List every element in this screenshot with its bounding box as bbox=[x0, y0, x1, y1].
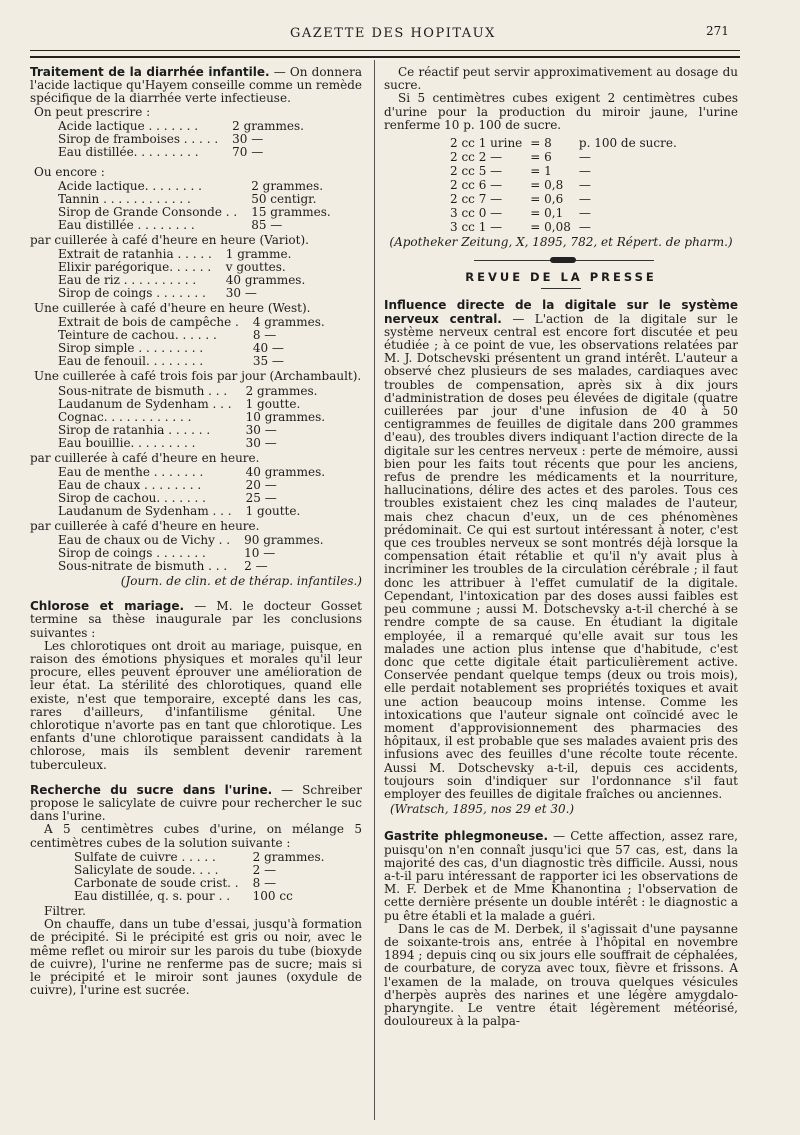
urine-row bbox=[450, 220, 685, 234]
urine-cell: = 8 bbox=[530, 136, 552, 151]
ingredient-quantity: 2 — bbox=[252, 862, 277, 877]
recipe-row bbox=[58, 398, 329, 411]
urine-cell: — bbox=[578, 178, 591, 193]
recipe-6 bbox=[58, 466, 329, 518]
urine-row bbox=[450, 150, 685, 164]
recipe-row bbox=[58, 385, 329, 398]
recipe-7 bbox=[58, 534, 328, 573]
revue-heading: REVUE DE LA PRESSE bbox=[465, 270, 657, 285]
urine-cell: 2 cc 7 — bbox=[450, 192, 503, 207]
ingredient-quantity: 35 — bbox=[252, 354, 284, 369]
header-rule bbox=[30, 50, 740, 51]
urine-row bbox=[450, 192, 685, 206]
ingredient-name: Teinture de cachou. . . . . . bbox=[58, 328, 217, 343]
recipe-row bbox=[58, 424, 329, 437]
urine-row bbox=[450, 206, 685, 220]
urine-cell: p. 100 de sucre. bbox=[578, 136, 677, 151]
urine-cell: = 1 bbox=[530, 164, 552, 179]
section-gastrite bbox=[384, 830, 738, 922]
urine-cell: = 0,6 bbox=[530, 192, 564, 207]
ingredient-name: Sirop de Grande Consonde . . bbox=[58, 205, 238, 220]
ingredient-quantity: 40 grammes. bbox=[245, 464, 326, 479]
filter-line: Filtrer. bbox=[44, 903, 86, 918]
prescribe-line: On peut prescrire : bbox=[34, 104, 151, 119]
paragraph: — Cette affection, assez rare, puisqu'on n'en connaît jusqu'ici que 57 cas, est, dans la majorité des cas, d'un diagnostic très difficile. Aussi, nous a-t-il paru intéressant de rapporter ici les observations de M. F. Derbek et de Mme Khanontina ; l'observation de cette dernière présente un double intérêt : le diagnostic a pu être établi et la malade a guéri. bbox=[384, 829, 738, 923]
urine-row bbox=[450, 136, 685, 150]
urine-cell: — bbox=[578, 206, 591, 221]
right-column bbox=[384, 66, 738, 1028]
page-header bbox=[0, 18, 800, 44]
section-chlorose bbox=[30, 600, 362, 640]
ingredient-name: Cognac. . . . . . . . . . . . bbox=[58, 409, 192, 424]
ingredient-name: Extrait de bois de campêche . bbox=[58, 315, 239, 330]
ingredient-quantity: 4 grammes. bbox=[252, 315, 325, 330]
recipe-1 bbox=[58, 120, 308, 159]
ingredient-quantity: 2 grammes. bbox=[251, 179, 324, 194]
section-intro: — On donnera l'acide lactique qu'Hayem conseille comme un remède spécifique de la diarrhée verte infectieuse. bbox=[30, 65, 362, 106]
or-line: Ou encore : bbox=[34, 164, 105, 179]
journal-title: GAZETTE DES HOPITAUX bbox=[290, 26, 496, 41]
urine-cell: — bbox=[578, 220, 591, 235]
recipe-row bbox=[58, 560, 328, 573]
urine-cell: = 6 bbox=[530, 150, 552, 165]
ornament-divider bbox=[384, 253, 738, 267]
ingredient-name: Eau de fenouil. . . . . . . . bbox=[58, 354, 204, 369]
ingredient-name: Eau distillée, q. s. pour . . bbox=[74, 888, 231, 903]
ingredient-name: Eau distillée. . . . . . . . . bbox=[58, 144, 199, 159]
recipe-4 bbox=[58, 316, 329, 368]
section-heading: Recherche du sucre dans l'urine. bbox=[30, 782, 273, 797]
ingredient-name: Sirop simple . . . . . . . . . bbox=[58, 341, 204, 356]
recipe-2 bbox=[58, 180, 335, 232]
ingredient-name: Extrait de ratanhia . . . . . bbox=[58, 247, 212, 262]
ingredient-quantity: 10 — bbox=[244, 546, 276, 561]
ingredient-name: Sulfate de cuivre . . . . . bbox=[74, 849, 216, 864]
section-heading: Gastrite phlegmoneuse. bbox=[384, 829, 548, 844]
ingredient-quantity: 2 grammes. bbox=[252, 849, 325, 864]
recipe-row bbox=[58, 355, 329, 368]
dose-line: par cuillerée à café d'heure en heure (Variot). bbox=[30, 233, 309, 248]
urine-cell: 2 cc 6 — bbox=[450, 178, 503, 193]
recipe-row bbox=[58, 287, 309, 300]
ingredient-name: Eau bouillie. . . . . . . . . bbox=[58, 435, 196, 450]
ingredient-quantity: 30 — bbox=[232, 131, 264, 146]
ingredient-quantity: 2 grammes. bbox=[232, 118, 304, 133]
recipe-row bbox=[74, 864, 328, 877]
ingredient-quantity: 50 centigr. bbox=[251, 192, 317, 207]
dose-line: par cuillerée à café d'heure en heure. bbox=[30, 450, 260, 465]
recipe-row bbox=[58, 437, 329, 450]
recipe-3 bbox=[58, 248, 309, 300]
ingredient-quantity: 20 — bbox=[245, 477, 277, 492]
dose-line: Une cuillerée à café d'heure en heure (West). bbox=[34, 301, 311, 316]
urine-cell: 2 cc 5 — bbox=[450, 164, 503, 179]
urine-row bbox=[450, 178, 685, 192]
section-sucre bbox=[30, 784, 362, 824]
urine-cell: 2 cc 2 — bbox=[450, 150, 503, 165]
ingredient-name: Laudanum de Sydenham . . . bbox=[58, 503, 232, 518]
section-diarrhee bbox=[30, 66, 362, 106]
ingredient-name: Eau de riz . . . . . . . . . . bbox=[58, 273, 197, 288]
ingredient-quantity: 10 grammes. bbox=[245, 409, 326, 424]
ingredient-quantity: 30 — bbox=[245, 435, 277, 450]
section-digitale bbox=[384, 299, 738, 801]
recipe-5 bbox=[58, 385, 329, 450]
ingredient-name: Sous-nitrate de bismuth . . . bbox=[58, 559, 228, 574]
section-heading: Traitement de la diarrhée infantile. bbox=[30, 65, 270, 79]
ingredient-name: Sous-nitrate de bismuth . . . bbox=[58, 383, 228, 398]
recipe-row bbox=[74, 851, 328, 864]
recipe-row bbox=[74, 890, 328, 903]
urine-sugar-table bbox=[450, 136, 685, 234]
paragraph: — L'action de la digitale sur le système nerveux central est encore fort discutée et peu étudiée ; à ce point de vue, les observations relatées par M. J. Dotschevski présentent un grand intérêt. L'auteur a observé chez plusieurs de ses malades, cardiaques avec troubles de compensation, après six à dix jours d'administration de doses peu élevées de digitale (quatre cuillerées par jour d'une infusion de 40 à 50 centigrammes de feuilles de digitale dans 200 grammes d'eau), des troubles divers indiquant l'action directe de la digitale sur les centres nerveux : perte de mémoire, aussi bien pour les faits tout récents que pour les anciens, refus de prendre les médicaments et la nourriture, hallucinations, délire des actes et des paroles. Tous ces troubles existaient chez les cinq malades de l'auteur, mais chez chacun d'eux, un de ces phénomènes prédominait. Ce qui est surtout intéressant à noter, c'est que ces troubles nerveux se sont montrés déjà lorsque la compensation était rétablie et qu'il n'y avait plus à incriminer les troubles de la circulation cérébrale ; il faut donc les attribuer à l'effet cumulatif de la digitale. Cependant, l'intoxication par des doses aussi faibles est peu commune ; aussi M. Dotschevsky a-t-il cherché à se rendre compte de sa cause. En étudiant la digitale employée, il a remarqué qu'elle avait sur tous les malades une action plus intense que d'habitude, c'est donc que cette digitale était particulièrement active. Conservée pendant quelque temps (deux ou trois mois), elle perdait notablement ses propriétés toxiques et avait une action beaucoup moins intense. Comme les intoxications que l'auteur signale ont coïncidé avec le moment d'approvisionnement des pharmacies des hôpitaux, il est probable que ses malades avaient pris des infusions avec des feuilles d'une récolte toute récente. Aussi M. Dotschevsky a-t-il, depuis ces accidents, toujours soin d'indiquer sur l'ordonnance s'il faut employer des feuilles de digitale fraîches ou anciennes. bbox=[384, 311, 738, 801]
recipe-row bbox=[58, 411, 329, 424]
recipe-row bbox=[58, 492, 329, 505]
ingredient-quantity: 15 grammes. bbox=[251, 205, 331, 220]
paragraph: Ce réactif peut servir approximativement au dosage du sucre. bbox=[384, 65, 738, 93]
ingredient-name: Sirop de cachou. . . . . . . bbox=[58, 490, 206, 505]
ingredient-quantity: 30 — bbox=[225, 286, 257, 301]
recipe-row bbox=[58, 479, 329, 492]
ingredient-name: Acide lactique . . . . . . . bbox=[58, 118, 199, 133]
paragraph: Les chlorotiques ont droit au mariage, puisque, en raison des émotions physiques et morales qu'il leur procure, elles peuvent éprouver une amélioration de leur état. La stérilité des chlorotiques, quand elle existe, n'est que temporaire, excepté dans les cas, rares d'ailleurs, d'infantilisme génital. Une chlorotique n'avorte pas en tant que chlorotique. Les enfants d'une chlorotique paraissent candidats à la chlorose, mais ils semblent devenir rarement tuberculeux. bbox=[30, 638, 362, 772]
ingredient-name: Sirop de ratanhia . . . . . . bbox=[58, 422, 211, 437]
source-citation: (Wratsch, 1895, nos 29 et 30.) bbox=[390, 802, 575, 817]
ingredient-name: Sirop de framboises . . . . . bbox=[58, 131, 219, 146]
header-rule-thick bbox=[30, 56, 740, 58]
ingredient-name: Sirop de coings . . . . . . . bbox=[58, 546, 206, 561]
paragraph: — M. le docteur Gosset termine sa thèse inaugurale par les conclusions suivantes : bbox=[30, 599, 362, 640]
dose-line: par cuillerée à café d'heure en heure. bbox=[30, 518, 260, 533]
urine-cell: — bbox=[578, 192, 591, 207]
paragraph: A 5 centimètres cubes d'urine, on mélange 5 centimètres cubes de la solution suivante : bbox=[30, 822, 362, 850]
ingredient-name: Eau de menthe . . . . . . . bbox=[58, 464, 204, 479]
recipe-row bbox=[58, 505, 329, 518]
ingredient-quantity: 70 — bbox=[232, 144, 264, 159]
dose-line: Une cuillerée à café trois fois par jour (Archambault). bbox=[34, 369, 362, 384]
ingredient-quantity: 90 grammes. bbox=[244, 533, 324, 548]
page-number: 271 bbox=[706, 24, 729, 38]
ingredient-quantity: 8 — bbox=[252, 875, 277, 890]
ingredient-name: Eau de chaux ou de Vichy . . bbox=[58, 533, 231, 548]
column-divider bbox=[374, 60, 375, 1120]
recipe-row bbox=[58, 219, 335, 232]
left-column bbox=[30, 66, 362, 997]
paragraph: Si 5 centimètres cubes exigent 2 centimètres cubes d'urine pour la production du miroir jaune, l'urine renferme 10 p. 100 de sucre. bbox=[384, 91, 738, 132]
urine-cell: = 0,08 bbox=[530, 220, 571, 235]
ingredient-quantity: 2 — bbox=[244, 559, 268, 574]
ingredient-quantity: 30 — bbox=[245, 422, 277, 437]
urine-cell: 3 cc 0 — bbox=[450, 206, 503, 221]
urine-cell: 3 cc 1 — bbox=[450, 220, 503, 235]
recipe-row bbox=[58, 466, 329, 479]
ingredient-name: Laudanum de Sydenham . . . bbox=[58, 396, 232, 411]
source-citation: (Journ. de clin. et de thérap. infantiles.) bbox=[120, 574, 362, 589]
ingredient-quantity: 2 grammes. bbox=[245, 383, 318, 398]
ingredient-name: Eau distillée . . . . . . . . bbox=[58, 218, 195, 233]
source-citation: (Apotheker Zeitung, X, 1895, 782, et Répert. de pharm.) bbox=[389, 235, 733, 250]
recipe-row bbox=[74, 877, 328, 890]
section-heading: Influence directe de la digitale sur le système nerveux central. bbox=[384, 298, 738, 326]
ingredient-quantity: 8 — bbox=[252, 328, 277, 343]
paragraph: Dans le cas de M. Derbek, il s'agissait d'une paysanne de soixante-trois ans, entrée à l'hôpital en novembre 1894 ; depuis cinq ou six jours elle souffrait de céphalées, de courbature, de coryza avec toux, fièvre et frissons. A l'examen de la malade, on trouva quelques vésicules d'herpès auprès des narines et une légère amygdalo-pharyngite. Le ventre était légèrement météorisé, douloureux à la palpa- bbox=[384, 921, 738, 1029]
urine-row bbox=[450, 164, 685, 178]
ingredient-name: Salicylate de soude. . . . bbox=[74, 862, 219, 877]
recipe-8 bbox=[74, 851, 328, 903]
short-rule bbox=[541, 288, 581, 289]
paragraph: On chauffe, dans un tube d'essai, jusqu'à formation de précipité. Si le précipité est gris ou noir, avec le même reflet ou miroir sur les parois du tube (bioxyde de cuivre), l'urine ne renferme pas de sucre; mais si le précipité et le miroir sont jaunes (oxydule de cuivre), l'urine est sucrée. bbox=[30, 917, 362, 998]
ingredient-quantity: 1 goutte. bbox=[245, 396, 301, 411]
ingredient-quantity: 25 — bbox=[245, 490, 277, 505]
ingredient-name: Elixir parégorique. . . . . . bbox=[58, 260, 212, 275]
ingredient-name: Eau de chaux . . . . . . . . bbox=[58, 477, 202, 492]
ingredient-name: Tannin . . . . . . . . . . . . bbox=[58, 192, 191, 207]
recipe-row bbox=[58, 133, 308, 146]
ingredient-quantity: 100 cc bbox=[252, 888, 293, 903]
ingredient-name: Sirop de coings . . . . . . . bbox=[58, 286, 206, 301]
urine-cell: — bbox=[578, 164, 591, 179]
ingredient-quantity: 1 gramme. bbox=[225, 247, 292, 262]
ingredient-quantity: 40 — bbox=[252, 341, 284, 356]
urine-cell: — bbox=[578, 150, 591, 165]
ingredient-quantity: 1 goutte. bbox=[245, 503, 301, 518]
ingredient-name: Acide lactique. . . . . . . . bbox=[58, 179, 202, 194]
ingredient-name: Carbonate de soude crist. . bbox=[74, 875, 239, 890]
urine-cell: 2 cc 1 urine bbox=[450, 136, 523, 151]
paragraph: — Schreiber propose le salicylate de cuivre pour rechercher le suc dans l'urine. bbox=[30, 782, 362, 824]
ingredient-quantity: v gouttes. bbox=[225, 260, 286, 275]
recipe-row bbox=[58, 120, 308, 133]
ingredient-quantity: 85 — bbox=[251, 218, 283, 233]
urine-cell: = 0,1 bbox=[530, 206, 564, 221]
section-heading: Chlorose et mariage. bbox=[30, 599, 185, 614]
urine-cell: = 0,8 bbox=[530, 178, 564, 193]
ingredient-quantity: 40 grammes. bbox=[225, 273, 306, 288]
recipe-row bbox=[58, 146, 308, 159]
